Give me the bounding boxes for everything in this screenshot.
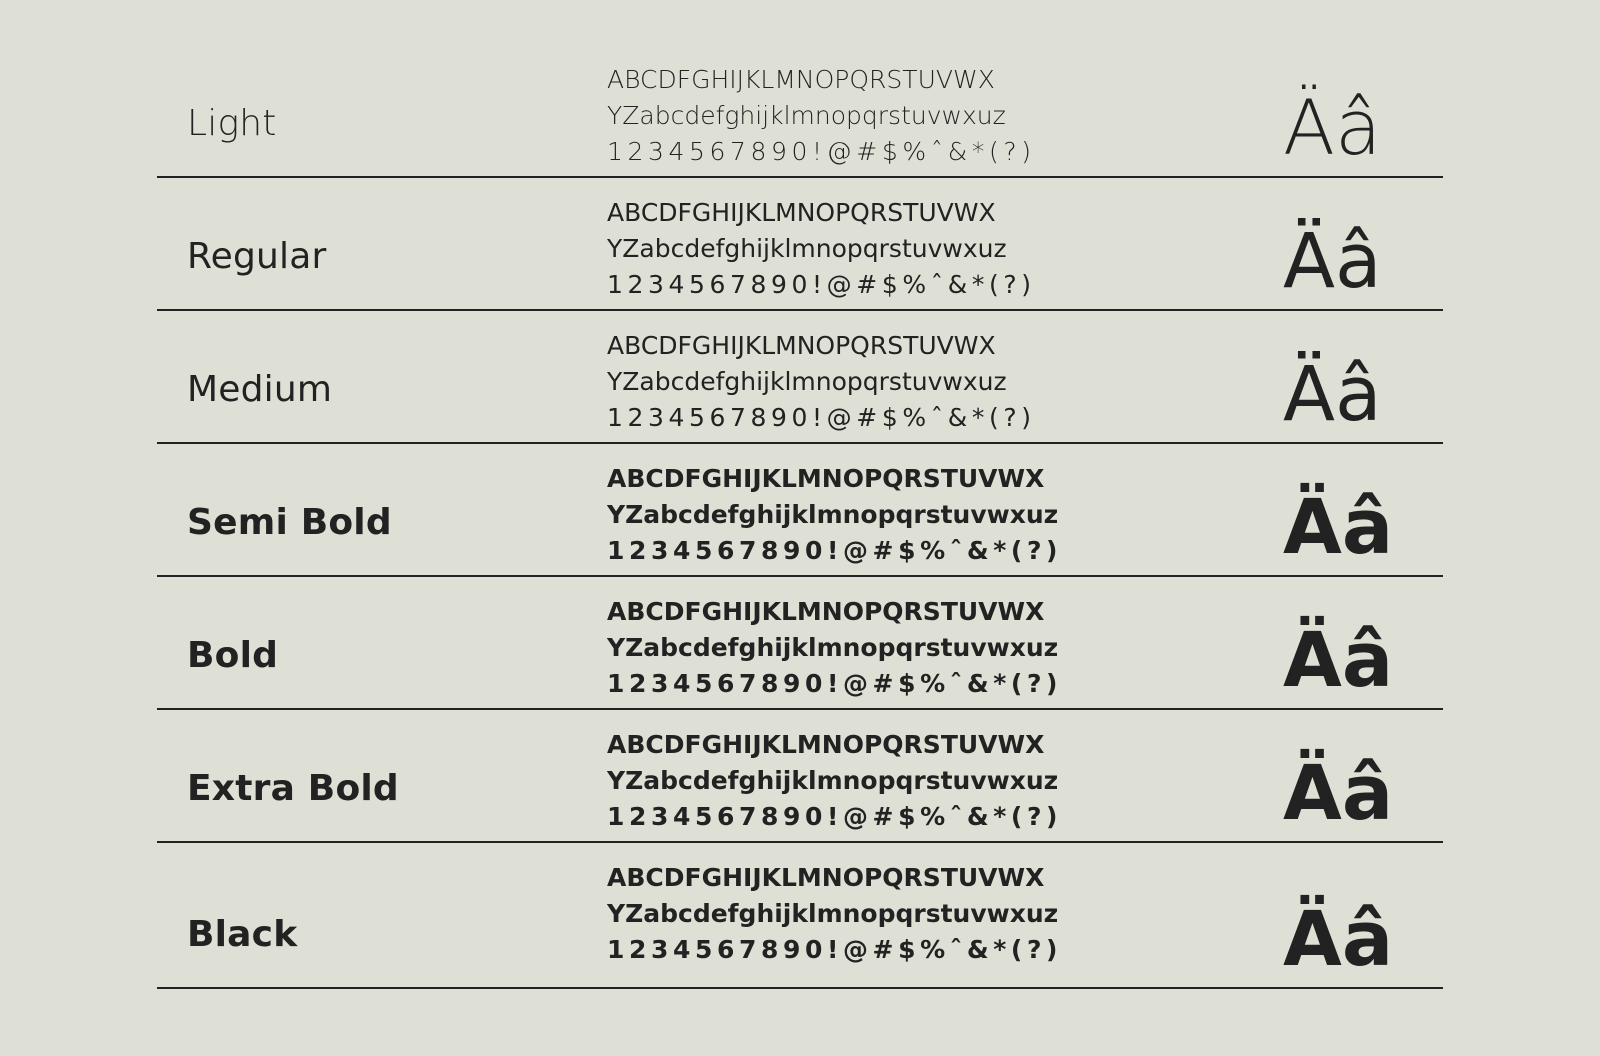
lowercase-glyphs: YZabcdefghijklmnopqrstuvwxuz [607, 101, 1006, 130]
number-symbol-glyphs: 1234567890!@#$%ˆ&*(?) [607, 403, 1036, 432]
uppercase-glyphs: ABCDFGHIJKLMNOPQRSTUVWX [607, 730, 1045, 759]
number-symbol-glyphs: 1234567890!@#$%ˆ&*(?) [607, 669, 1063, 698]
glyph-set [607, 62, 1057, 170]
number-symbol-glyphs: 1234567890!@#$%ˆ&*(?) [607, 802, 1063, 831]
accent-glyph-sample: Äâ [1283, 216, 1382, 305]
glyph-set [607, 727, 1063, 835]
lowercase-glyphs: YZabcdefghijklmnopqrstuvwxuz [607, 234, 1007, 263]
weight-row-bold [157, 577, 1443, 710]
number-symbol-glyphs: 1234567890!@#$%ˆ&*(?) [607, 536, 1063, 565]
accent-glyph-sample: Äâ [1283, 482, 1394, 571]
weight-row-extra-bold [157, 710, 1443, 843]
weight-name: Black [187, 914, 298, 955]
lowercase-glyphs: YZabcdefghijklmnopqrstuvwxuz [607, 367, 1007, 396]
weight-name: Light [187, 103, 277, 144]
uppercase-glyphs: ABCDFGHIJKLMNOPQRSTUVWX [607, 65, 995, 94]
glyph-set [607, 594, 1063, 702]
accent-glyph-sample: Äâ [1283, 83, 1382, 172]
weight-name: Semi Bold [187, 502, 392, 543]
number-symbol-glyphs: 1234567890!@#$%ˆ&*(?) [607, 935, 1063, 964]
lowercase-glyphs: YZabcdefghijklmnopqrstuvwxuz [607, 633, 1059, 662]
weight-row-medium [157, 311, 1443, 444]
weight-name: Bold [187, 635, 279, 676]
glyph-set [607, 195, 1057, 303]
number-symbol-glyphs: 1234567890!@#$%ˆ&*(?) [607, 137, 1036, 166]
lowercase-glyphs: YZabcdefghijklmnopqrstuvwxuz [607, 500, 1059, 529]
accent-glyph-sample: Äâ [1283, 349, 1382, 438]
accent-glyph-sample: Äâ [1283, 894, 1394, 983]
uppercase-glyphs: ABCDFGHIJKLMNOPQRSTUVWX [607, 597, 1045, 626]
glyph-set [607, 461, 1063, 569]
uppercase-glyphs: ABCDFGHIJKLMNOPQRSTUVWX [607, 464, 1045, 493]
number-symbol-glyphs: 1234567890!@#$%ˆ&*(?) [607, 270, 1036, 299]
weight-name: Regular [187, 236, 327, 277]
weight-row-black [157, 843, 1443, 989]
uppercase-glyphs: ABCDFGHIJKLMNOPQRSTUVWX [607, 863, 1045, 892]
font-weight-specimen [157, 45, 1443, 989]
weight-row-regular [157, 178, 1443, 311]
uppercase-glyphs: ABCDFGHIJKLMNOPQRSTUVWX [607, 331, 996, 360]
weight-name: Medium [187, 369, 333, 410]
accent-glyph-sample: Äâ [1283, 748, 1394, 837]
weight-row-semi-bold [157, 444, 1443, 577]
weight-row-light [157, 45, 1443, 178]
uppercase-glyphs: ABCDFGHIJKLMNOPQRSTUVWX [607, 198, 996, 227]
glyph-set [607, 328, 1057, 436]
accent-glyph-sample: Äâ [1283, 615, 1394, 704]
lowercase-glyphs: YZabcdefghijklmnopqrstuvwxuz [607, 766, 1059, 795]
glyph-set [607, 860, 1063, 968]
weight-name: Extra Bold [187, 768, 399, 809]
lowercase-glyphs: YZabcdefghijklmnopqrstuvwxuz [607, 899, 1059, 928]
